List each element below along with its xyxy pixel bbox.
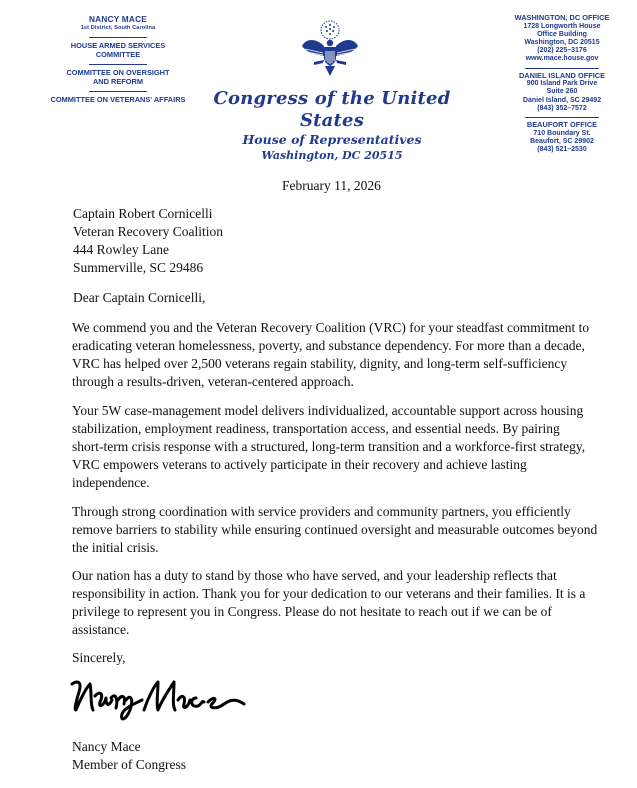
divider	[89, 37, 147, 38]
eagle-seal-icon	[296, 16, 364, 84]
office-line: Office Building	[537, 30, 587, 38]
office-phone: (202) 225–3176	[537, 47, 587, 55]
paragraph-line: independence.	[72, 475, 150, 490]
body-paragraph	[72, 402, 594, 492]
paragraph-line: through a results-driven, veteran-centered approach.	[72, 374, 354, 389]
offices-block	[496, 14, 628, 154]
paragraph-line: the initial crisis.	[72, 540, 159, 555]
signer-block	[72, 738, 186, 774]
office-line: Daniel Island, SC 29492	[522, 96, 602, 104]
letterhead-title	[196, 88, 468, 163]
paragraph-line: assistance.	[72, 622, 130, 637]
member-name: NANCY MACE	[88, 14, 148, 24]
recipient-line: Veteran Recovery Coalition	[73, 224, 223, 239]
office-line: Suite 260	[546, 88, 578, 96]
office-name: WASHINGTON, DC OFFICE	[514, 13, 610, 22]
office-line: Washington, DC 20515	[524, 39, 600, 46]
committee-veterans-affairs	[26, 96, 210, 105]
paragraph-line: stabilization, employment readiness, transportation access, and essential needs. By pairing	[72, 421, 560, 436]
divider	[89, 91, 147, 92]
committee-line: COMMITTEE ON OVERSIGHT	[66, 68, 170, 78]
divider	[525, 117, 599, 118]
paragraph-line: privilege to represent you in Congress. Please do not hesitate to reach out if we can be of	[72, 604, 552, 619]
congress-title: Congress of the United States	[213, 88, 451, 131]
paragraph-line: short-term crisis response with a structured, long-term transition and a workforce-first strategy,	[72, 439, 586, 454]
paragraph-line: We commend you and the Veteran Recovery Coalition (VRC) for your steadfast commitment to	[72, 320, 590, 335]
body-paragraph	[72, 567, 594, 639]
paragraph-line: Your 5W case-management model delivers individualized, accountable support across housing	[72, 403, 584, 418]
letter-date: February 11, 2026	[282, 178, 381, 193]
handwritten-signature	[62, 670, 252, 724]
paragraph-line: responsibility in action. Thank you for your dedication to our veterans and their families. It is a	[72, 586, 586, 601]
member-info-block	[26, 14, 210, 105]
paragraph-line: remove barriers to stability while ensuring continued oversight and measurable outcomes beyond	[72, 522, 598, 537]
office-phone: (843) 352–7572	[537, 104, 587, 112]
office-daniel-island	[496, 72, 628, 113]
divider	[525, 68, 599, 69]
committee-oversight	[26, 69, 210, 86]
member-district: 1st District, South Carolina	[80, 25, 156, 31]
paragraph-line: VRC has helped over 2,500 veterans regain stability, dignity, and long-term self-sufficiency	[72, 356, 568, 371]
house-title: House of Representatives	[242, 132, 422, 147]
office-line: Beaufort, SC 29902	[530, 137, 594, 145]
committee-line: HOUSE ARMED SERVICES	[70, 41, 166, 50]
website-link[interactable]: www.mace.house.gov	[525, 55, 599, 63]
closing: Sincerely,	[72, 650, 126, 665]
office-phone: (843) 521–2530	[537, 146, 587, 154]
paragraph-line: Our nation has a duty to stand by those who have served, and your leadership reflects that	[72, 568, 557, 583]
committee-armed-services	[26, 42, 210, 59]
signer-name: Nancy Mace	[72, 739, 141, 754]
paragraph-line: Through strong coordination with service providers and community partners, you efficiently	[72, 504, 571, 519]
divider	[89, 64, 147, 65]
salutation: Dear Captain Cornicelli,	[73, 290, 206, 305]
office-line: 710 Boundary St.	[533, 129, 591, 137]
signer-title: Member of Congress	[72, 757, 186, 772]
city-title: Washington, DC 20515	[261, 149, 403, 162]
recipient-line: Summerville, SC 29486	[73, 260, 204, 275]
recipient-line: 444 Rowley Lane	[73, 242, 169, 257]
office-line: 1728 Longworth House	[523, 22, 601, 30]
office-beaufort	[496, 121, 628, 154]
committee-line: COMMITTEE	[95, 49, 141, 59]
office-name: BEAUFORT OFFICE	[526, 120, 598, 130]
office-washington	[496, 14, 628, 64]
paragraph-line: eradicating veteran homelessness, poverty, and substance dependency. For more than a decade,	[72, 338, 585, 353]
recipient-line: Captain Robert Cornicelli	[73, 206, 213, 221]
committee-line: COMMITTEE ON VETERANS' AFFAIRS	[50, 95, 186, 105]
committee-line: AND REFORM	[92, 76, 144, 86]
office-line: 900 Island Park Drive	[526, 80, 598, 88]
paragraph-line: VRC empowers veterans to actively participate in their recovery and achieve lasting	[72, 457, 527, 472]
recipient-address	[73, 205, 593, 277]
body-paragraph	[72, 319, 594, 391]
office-name: DANIEL ISLAND OFFICE	[518, 70, 606, 80]
body-paragraph	[72, 503, 598, 557]
